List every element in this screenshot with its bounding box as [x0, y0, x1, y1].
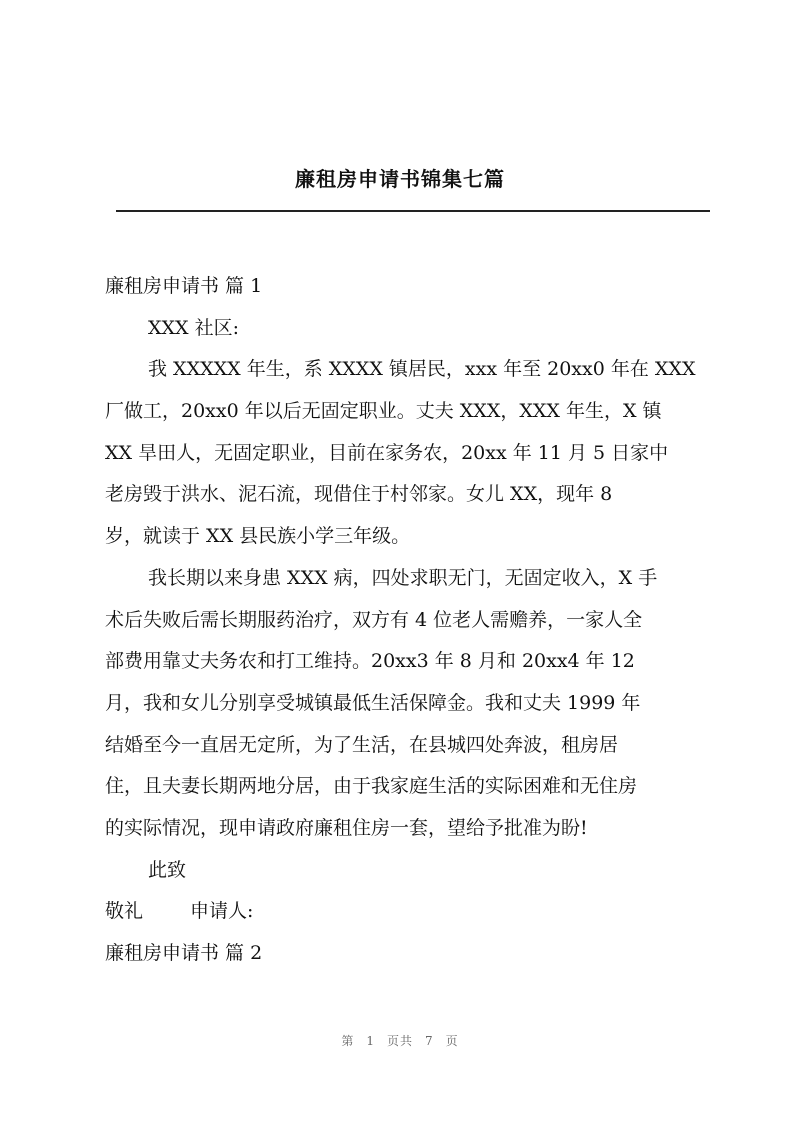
footer-total-pages: 7 — [425, 1034, 434, 1048]
footer-page-sep: 页共 — [386, 1034, 413, 1048]
closing: 此致 — [148, 858, 187, 881]
paragraph-line: 我长期以来身患 XXX 病，四处求职无门，无固定收入，X 手 — [148, 566, 658, 589]
section-heading: 廉租房申请书 篇 2 — [105, 942, 263, 964]
paragraph-line: 月，我和女儿分别享受城镇最低生活保障金。我和丈夫 1999 年 — [105, 691, 641, 714]
paragraph-1 — [105, 349, 715, 557]
paragraph-line: 岁，就读于 XX 县民族小学三年级。 — [105, 525, 411, 548]
regards: 敬礼 — [105, 900, 144, 923]
document-title: 廉租房申请书锦集七篇 — [295, 167, 505, 191]
paragraph-line: 术后失败后需长期服药治疗，双方有 4 位老人需赡养，一家人全 — [105, 608, 643, 631]
section-heading: 廉租房申请书 篇 1 — [105, 275, 263, 297]
paragraph-line: 部费用靠丈夫务农和打工维持。20xx3 年 8 月和 20xx4 年 12 — [105, 650, 635, 673]
paragraph-line: 我 XXXXX 年生，系 XXXX 镇居民，xxx 年至 20xx0 年在 XXX — [148, 358, 696, 381]
paragraph-line: 住，且夫妻长期两地分居，由于我家庭生活的实际困难和无住房 — [105, 775, 638, 798]
footer-page-label: 第 — [341, 1034, 355, 1048]
footer-page-number: 1 — [366, 1034, 375, 1048]
paragraph-line: 结婚至今一直居无定所，为了生活，在县城四处奔波，租房居 — [105, 733, 619, 756]
footer-page-suffix: 页 — [445, 1034, 459, 1048]
paragraph-line: 的实际情况，现申请政府廉租住房一套，望给予批准为盼! — [105, 816, 588, 839]
applicant-label: 申请人: — [190, 900, 254, 923]
signature-line — [105, 891, 715, 933]
paragraph-2 — [105, 558, 715, 850]
paragraph-line: 老房毁于洪水、泥石流，现借住于村邻家。女儿 XX，现年 8 — [105, 483, 613, 506]
paragraph-line: XX 旱田人，无固定职业，目前在家务农，20xx 年 11 月 5 日家中 — [105, 441, 669, 464]
salutation: XXX 社区: — [148, 316, 240, 339]
document-body — [105, 266, 715, 975]
paragraph-line: 厂做工，20xx0 年以后无固定职业。丈夫 XXX，XXX 年生，X 镇 — [105, 400, 662, 423]
title-divider — [116, 210, 710, 212]
page-footer — [0, 1033, 800, 1049]
